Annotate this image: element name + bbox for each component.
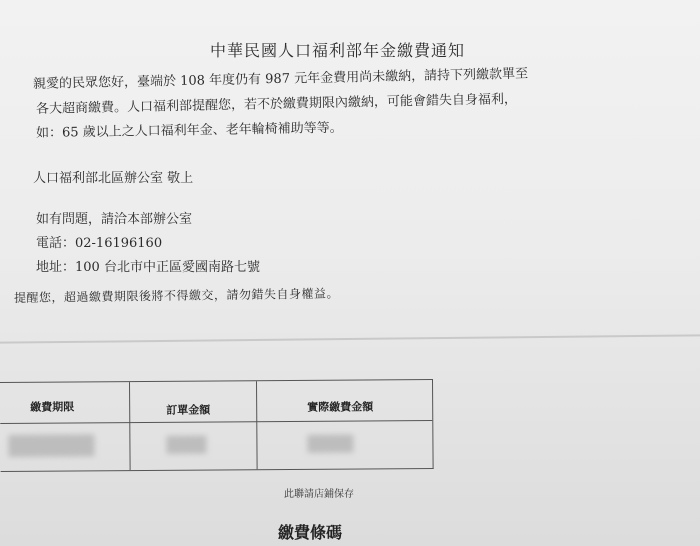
reminder-line: 提醒您，超過繳費期限後將不得繳交，請勿錯失自身權益。 <box>13 286 340 305</box>
header-actual-amount: 實際繳費金額 <box>307 400 374 414</box>
redacted-actual-amount <box>307 435 353 453</box>
col-order-amount <box>130 381 258 470</box>
header-order-amount: 訂單金額 <box>166 403 211 417</box>
body-line-2: 各大超商繳費。人口福利部提醒您，若不於繳費期限內繳納，可能會錯失自身福利， <box>35 91 518 117</box>
body-line-3: 如：65 歲以上之人口福利年金、老年輪椅補助等等。 <box>35 120 343 141</box>
phone-line: 電話：02-16196160 <box>36 236 163 251</box>
col-deadline <box>0 382 131 471</box>
notice-title: 中華民國人口福利部年金繳費通知 <box>210 41 466 60</box>
redacted-order-amount <box>166 436 206 454</box>
contact-intro: 如有問題，請洽本部辦公室 <box>36 212 193 227</box>
address-line: 地址：100 台北市中正區愛國南路七號 <box>36 260 260 275</box>
col-actual-amount <box>257 380 433 469</box>
header-deadline: 繳費期限 <box>30 400 75 414</box>
redacted-deadline <box>8 434 94 457</box>
barcode-title: 繳費條碼 <box>278 523 343 542</box>
payment-table <box>0 379 434 472</box>
signature: 人口福利部北區辦公室 敬上 <box>33 171 194 186</box>
body-line-1: 親愛的民眾您好，臺端於 108 年度仍有 987 元年金費用尚未繳納，請持下列繳款單至 <box>32 66 529 92</box>
keep-note: 此聯請店鋪保存 <box>284 489 354 500</box>
fold-line <box>0 334 700 343</box>
